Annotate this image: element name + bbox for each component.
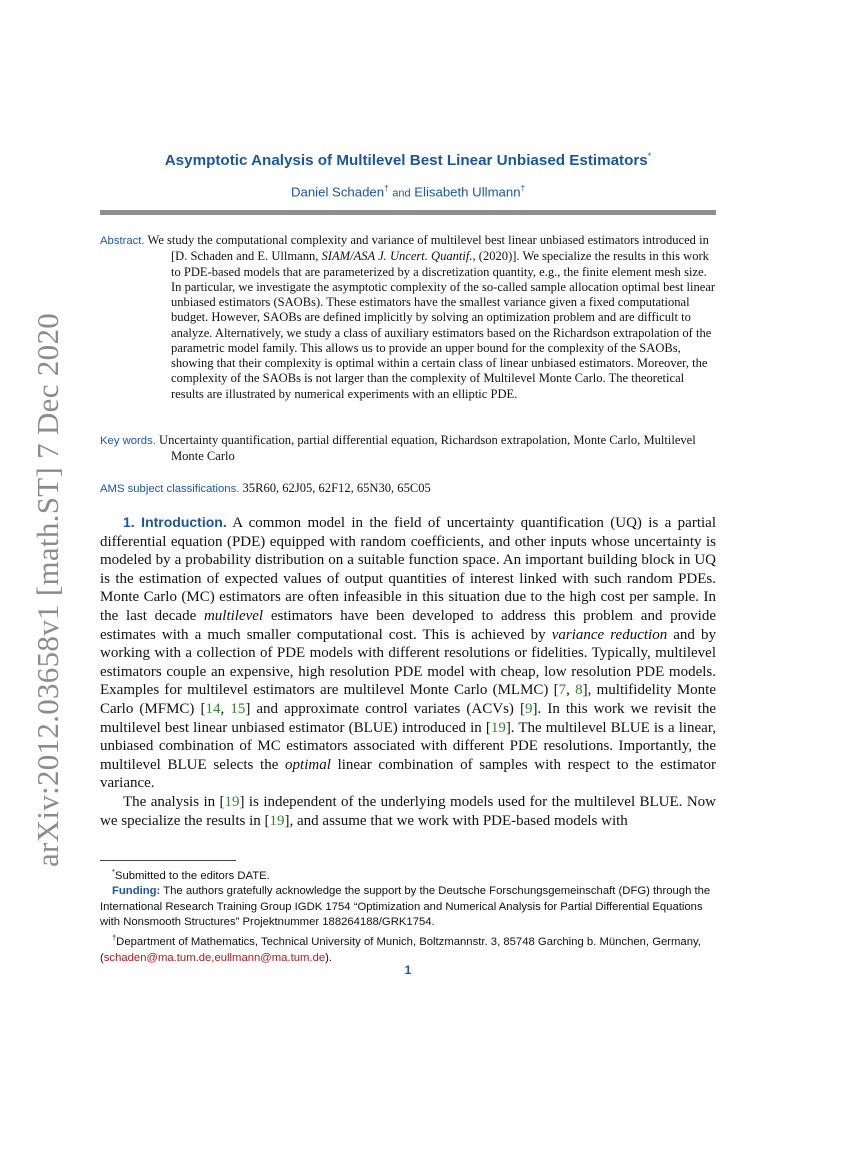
citation-link[interactable]: 19 <box>490 719 506 736</box>
funding-text: The authors gratefully acknowledge the support by the Deutsche Forschungsgemeinschaft (DFG) through the International Research Training Group IGDK 1754 “Optimization and Numerical Analysis for Partial Differential Equations with Nonsmooth Structures” Projektnummer 188264188/GRK1754. <box>100 885 711 928</box>
abstract-journal: SIAM/ASA J. Uncert. Quantif. <box>321 249 473 264</box>
author-ullmann: Elisabeth Ullmann <box>414 184 521 200</box>
footnote-star: * <box>112 867 115 876</box>
ams-text: 35R60, 62J05, 62F12, 65N30, 65C05 <box>242 481 431 495</box>
footnote-submitted <box>100 864 716 884</box>
intro-text: ]. In this work we revisit the multilevel best linear unbiased estimator (BLUE) introduced in [ <box>100 700 716 736</box>
paper-title <box>100 151 716 169</box>
citation-link[interactable]: 9 <box>525 700 533 717</box>
intro-paragraph-1: 1. Introduction. A common model in the field of uncertainty quantification (UQ) is a partial differential equation (PDE) equipped with random coefficients, and other inputs whose uncertainty is modeled by a probability distribution on a suitable function space. An important building block in UQ is the estimation of expected values of output quantities of interest linked with such random PDEs. Monte Carlo (MC) estimators are often infeasible in this situation due to the high cost per sample. In the last decade multilevel estimators have been developed to address this problem and provide estimates with a much smaller computational cost. This is achieved by variance reduction and by working with a collection of PDE models with different resolutions or fidelities. Typically, multilevel estimators couple an expensive, high resolution PDE model with cheap, low resolution PDE models. Examples for multilevel estimators are multilevel Monte Carlo (MLMC) [7, 8], multifidelity Monte Carlo (MFMC) [14, 15] and approximate control variates (ACVs) [9]. In this work we revisit the multilevel best linear unbiased estimator (BLUE) introduced in [19]. The multilevel BLUE is a linear, unbiased combination of MC estimators associated with different PDE resolutions. Importantly, the multilevel BLUE selects the optimal linear combination of samples with respect to the estimator variance. <box>100 514 717 792</box>
affiliation-close: ). <box>325 951 333 964</box>
footnote-dagger: † <box>112 933 117 943</box>
keywords <box>100 433 718 465</box>
intro-text: estimators have been developed to address this problem and provide estimates with a much smaller computational cost. This is achieved by <box>100 607 717 643</box>
citation-link[interactable]: 7 <box>558 682 567 699</box>
citation-link[interactable]: 8 <box>575 682 583 699</box>
author-and: and <box>392 187 411 200</box>
author-dagger-2: † <box>520 184 526 193</box>
intro-text: ], multifidelity Monte Carlo (MFMC) [ <box>100 682 717 717</box>
funding-label: Funding: <box>112 885 161 898</box>
citation-link[interactable]: 19 <box>224 793 240 810</box>
citation-link[interactable]: 15 <box>230 700 246 717</box>
intro-emphasis: variance reduction <box>551 626 668 643</box>
intro-text: ] is independent of the underlying models used for the multilevel BLUE. Now we specialize the results in [ <box>100 793 716 829</box>
intro-text: ]. The multilevel BLUE is a linear, unbiased combination of MC estimators associated with different PDE resolutions. Importantly, the multilevel BLUE selects the <box>100 719 716 773</box>
citation-link[interactable]: 19 <box>269 812 285 829</box>
intro-text: ], and assume that we work with PDE-based models with <box>284 812 628 829</box>
author-line <box>100 184 716 199</box>
ams-classifications <box>100 481 718 497</box>
title-footnote-mark: * <box>647 151 652 161</box>
intro-paragraph-2 <box>100 793 716 830</box>
footnote-rule <box>100 860 236 861</box>
abstract-text-2: , (2020)]. We specialize the results in this work to PDE-based models that are parameterized by a discretization quantity, e.g., the finite element mesh size. In particular, we investigate the asymptotic complexity of the so-called sample allocation optimal best linear unbiased estimators (SAOBs). These estimators have the smallest variance given a fixed computational budget. However, SAOBs are defined implicitly by solving an optimization problem and are difficult to analyze. Alternatively, we study a class of auxiliary estimators based on the Richardson extrapolation of the parametric model family. This allows us to provide an upper bound for the complexity of the SAOBs, showing that their complexity is optimal within a certain class of linear unbiased estimators. Moreover, the complexity of the SAOBs is not larger than the complexity of Multilevel Monte Carlo. The theoretical results are illustrated by numerical experiments with an elliptic PDE. <box>171 249 716 401</box>
abstract <box>100 233 718 402</box>
abstract-label: Abstract. <box>100 235 145 247</box>
title-text: Asymptotic Analysis of Multilevel Best Linear Unbiased Estimators <box>164 152 648 170</box>
arxiv-identifier-stamp: arXiv:2012.03658v1 [math.ST] 7 Dec 2020 <box>30 312 65 868</box>
title-rule <box>100 210 716 215</box>
keywords-text: Uncertainty quantification, partial differential equation, Richardson extrapolation, Monte Carlo, Multilevel Monte Carlo <box>159 433 696 464</box>
intro-text: ] and approximate control variates (ACVs) [ <box>245 700 525 717</box>
intro-text: linear combination of samples with respect to the estimator variance. <box>100 756 716 792</box>
section-heading: 1. Introduction. <box>123 514 227 530</box>
intro-text: and by working with a collection of PDE models with different resolutions or fidelities. Typically, multilevel estimators couple an expensive, high resolution PDE model with cheap, low resolution PDE models. Examples for multilevel estimators are multilevel Monte Carlo (MLMC) [ <box>100 626 716 699</box>
page-number: 1 <box>404 963 412 977</box>
citation-link[interactable]: 14 <box>205 700 221 717</box>
author-schaden: Daniel Schaden <box>290 184 385 200</box>
ams-label: AMS subject classifications. <box>100 483 240 495</box>
email-link[interactable]: schaden@ma.tum.de,eullmann@ma.tum.de <box>103 951 326 964</box>
footnote-affiliation <box>100 930 716 966</box>
keywords-label: Key words. <box>100 435 156 447</box>
author-dagger: † <box>384 184 389 193</box>
footnote-funding <box>100 884 716 930</box>
introduction-section <box>100 513 716 830</box>
intro-emphasis: multilevel <box>203 607 264 624</box>
footnotes <box>100 864 716 966</box>
intro-emphasis: optimal <box>285 756 331 773</box>
intro-text: A common model in the field of uncertainty quantification (UQ) is a partial differential equation (PDE) equipped with random coefficients, and other inputs whose uncertainty is modeled by a probability distribution on a suitable function space. An important building block in UQ is the estimation of expected values of output quantities of interest linked with such random PDEs. Monte Carlo (MC) estimators are often infeasible in this situation due to the high cost per sample. In the last decade <box>100 515 716 624</box>
intro-text: The analysis in [ <box>123 793 225 810</box>
footnote-text: Submitted to the editors DATE. <box>114 869 270 882</box>
abstract-text-1: We study the computational complexity and variance of multilevel best linear unbiased estimators introduced in [D. Schaden and E. Ullmann, <box>147 233 709 264</box>
affiliation-text: Department of Mathematics, Technical University of Munich, Boltzmannstr. 3, 85748 Garching b. München, Germany, ( <box>100 936 701 964</box>
